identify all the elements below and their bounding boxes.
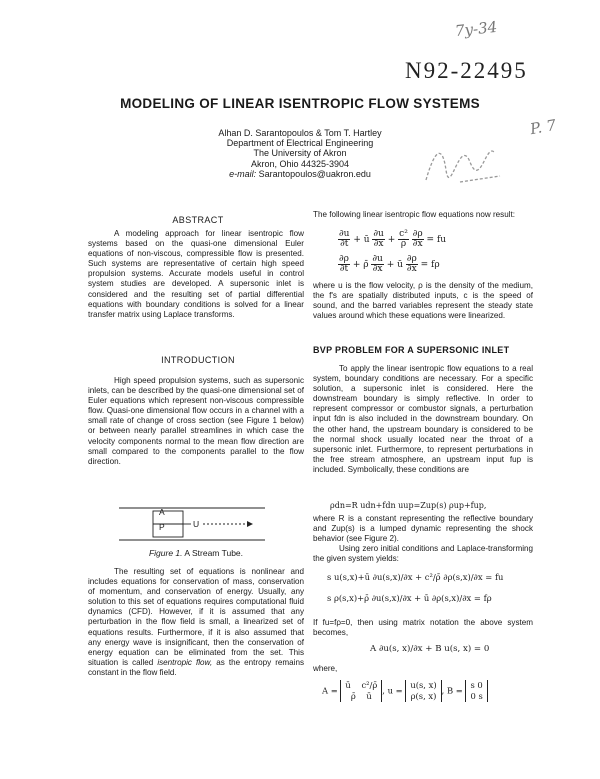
equation-momentum (338, 230, 446, 249)
eq1-t4-num: ∂ρ (412, 229, 423, 239)
matrix-intro-text: If fu=fρ=0, then using matrix notation the above system becomes, (313, 618, 533, 638)
eq1-t1-num: ∂u (339, 229, 350, 239)
matrix-a (340, 680, 382, 702)
figure-1-caption (118, 548, 274, 558)
vector-u-2: ρ(s, x) (410, 691, 437, 701)
matrix-a-12: c²/ρ̄ (361, 680, 378, 690)
vector-u-1: u(s, x) (410, 680, 437, 690)
handwritten-annotation-side: P. 7 (528, 115, 558, 139)
figure-1-caption-text: A Stream Tube. (184, 548, 244, 558)
eq2-t2-den: ∂x (372, 264, 383, 274)
where-label: where, (313, 664, 338, 673)
figure-1-label-a: A (159, 507, 165, 517)
matrix-equation: A ∂u(s, x)/∂x + B u(s, x) = 0 (370, 644, 490, 654)
matrix-definitions: A = ū c²/ρ̄ ρ̄ ū, u = u(s, x) ρ(s, x), B = s 0 0 s (322, 680, 488, 702)
equation-explanation (313, 281, 533, 321)
bvp-paragraph-2 (313, 514, 533, 564)
matrix-a-22: ū (366, 691, 372, 701)
matrix-b-row-2: 0 s (470, 691, 483, 701)
flow-arrow-head (247, 521, 253, 527)
bvp-text-2: where R is a constant representing the reflective boundary and Zup(s) is a lumped dynamic representing the shock behavior (see Figure 2). (313, 514, 533, 544)
eq1-t3-den: ρ̄ (400, 239, 407, 249)
bvp-heading: BVP PROBLEM FOR A SUPERSONIC INLET (313, 345, 510, 355)
eq2-t3-num: ∂ρ (406, 254, 417, 264)
equation-continuity (338, 255, 440, 274)
eq2-t3-den: ∂x (406, 264, 417, 274)
matrix-b-row-1: s 0 (470, 680, 483, 690)
eq2-plus2: + ū (386, 260, 403, 270)
figure-1-label-u: U (193, 519, 200, 529)
abstract-heading: ABSTRACT (172, 215, 224, 225)
introduction-paragraph-1 (88, 376, 304, 467)
email-label: e-mail: (229, 168, 257, 179)
eq1-plus: + ū (353, 235, 370, 245)
eq1-rhs: = fu (426, 235, 447, 245)
abstract-text: A modeling approach for linear isentropic flow systems based on the quasi-one dimensional Euler equations of non-viscous, compressible flow is presented. Such systems are representative of certain high speed propulsion systems. Accurate models useful in control system studies are developed. A supersonic inlet is considered and the resulting set of partial differential equations with boundary conditions is solved for a linear transfer matrix using Laplace transforms. (88, 229, 304, 319)
introduction-paragraph-2 (88, 567, 304, 678)
matrix-intro (313, 618, 533, 638)
eq2-t1-num: ∂ρ (339, 254, 349, 264)
bvp-paragraph-1 (313, 364, 533, 475)
right-intro-text: The following linear isentropic flow equations now result: (313, 210, 515, 219)
author-names: Alhan D. Sarantopoulos & Tom T. Hartley (218, 128, 382, 138)
handwritten-annotation-top: 7y-34 (454, 17, 499, 41)
vector-u-label: u = (387, 685, 403, 696)
equation-explanation-text: where u is the flow velocity, ρ is the density of the medium, the f's are spatially distributed inputs, c is the speed of sound, and the barred variables represent the steady state values around which these equations were linearized. (313, 281, 533, 321)
bvp-text-1: To apply the linear isentropic flow equations to a real system, boundary conditions are necessary. For a specific solution, a supersonic inlet is considered. Here the downstream boundary is simply reflective. In order to represent compressor or combustor signals, a perturbation input fdn is also included in the downstream boundary. On the other hand, the upstream boundary is considered to be the normal shock usually located near the throat of a supersonic inlet. Furthermore, to represent perturbations in the free stream atmosphere, an upstream input fup is included. Symbolically, these conditions are (313, 364, 533, 474)
matrix-b (465, 680, 487, 702)
author-email[interactable]: Sarantopoulos@uakron.edu (258, 168, 371, 179)
eq1-plus2: + (387, 235, 396, 245)
eq1-t1-den: ∂t (340, 239, 349, 249)
right-intro (313, 210, 533, 220)
eq2-rhs: = fρ (420, 260, 440, 270)
introduction-heading: INTRODUCTION (161, 355, 235, 365)
boundary-condition-equation: ρdn=R udn+fdn uup=Zup(s) ρup+fup, (330, 501, 487, 510)
author-block (0, 128, 600, 179)
vector-u (405, 680, 441, 702)
matrix-a-21: ρ̄ (350, 691, 356, 701)
author-city: Akron, Ohio 44325-3904 (250, 158, 350, 169)
eq1-t2-den: ∂x (373, 239, 384, 249)
matrix-a-label: A = (322, 685, 338, 696)
laplace-equation-1: s u(s,x)+ū ∂u(s,x)/∂x + c²/ρ̄ ∂ρ(s,x)/∂x = fu (327, 572, 504, 582)
eq2-t1-den: ∂t (339, 264, 349, 274)
matrix-b-label: B = (446, 685, 463, 696)
matrix-a-11: ū (345, 680, 351, 690)
intro-text-2-italic: isentropic flow, (157, 657, 213, 667)
author-department: Department of Electrical Engineering (226, 138, 374, 149)
figure-1-caption-number: Figure 1. (148, 548, 183, 558)
eq1-t3-num: c² (399, 229, 408, 239)
abstract-body (88, 229, 304, 320)
paper-title: MODELING OF LINEAR ISENTROPIC FLOW SYSTEMS (120, 96, 480, 111)
eq1-t4-den: ∂x (412, 239, 423, 249)
nasa-report-number: N92-22495 (405, 58, 528, 83)
bvp-text-3: Using zero initial conditions and Laplace-transforming the given system yields: (313, 544, 533, 564)
eq1-t2-num: ∂u (373, 229, 384, 239)
eq2-plus: + ρ̄ (352, 260, 369, 270)
laplace-equation-2: s ρ(s,x)+ρ̄ ∂u(s,x)/∂x + ū ∂ρ(s,x)/∂x = fρ (327, 593, 492, 603)
intro-text-2a: The resulting set of equations is nonlinear and includes equations for conservation of mass, conservation of momentum, and conservation of energy. Usually, any solution to this set of equations requires computational fluid dynamics (CFD). However, if it is assumed that any perturbation in the flow field is small, a linearized set of equations results. Furthermore, if it is also assumed that any energy wave is insignificant, then the conservation of energy equation can be eliminated from the set. This situation is called (88, 567, 304, 667)
intro-text-1: High speed propulsion systems, such as supersonic inlets, can be described by the quasi-one dimensional set of Euler equations which represent non-viscous compressible flow. Quasi-one dimensional flow occurs in a channel with a small rate of change of cross section (see Figure 1 below) or between nearly parallel streamlines in which case the velocity components normal to the mean flow direction are small compared to the components parallel to the flow direction. (88, 376, 304, 466)
author-university: The University of Akron (253, 148, 347, 159)
intro-text-2b: as the entropy remains constant in the flow field. (88, 657, 305, 677)
eq2-t2-num: ∂u (372, 254, 383, 264)
figure-1-label-p: P (159, 522, 165, 532)
